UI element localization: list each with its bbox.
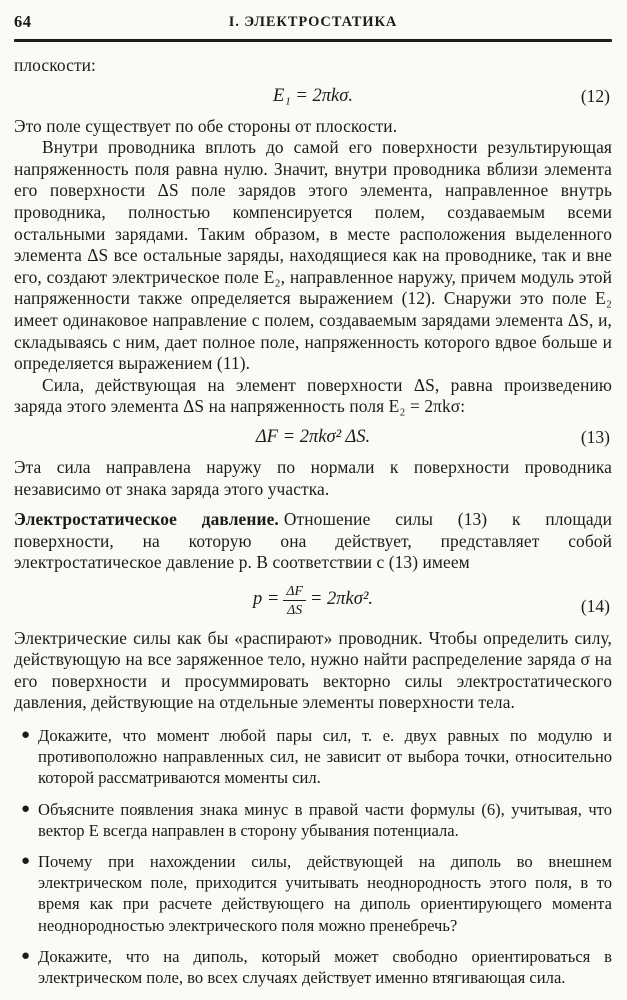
problem-text: Почему при нахождении силы, действующей на диполь во внешнем электрическом поле, приходится учитывать неоднородность этого поля, в то время как при расчете действующего на диполь ориентирующего момента неоднородностью электрического поля можно пренебречь? <box>38 851 612 935</box>
header-rule <box>14 39 612 42</box>
running-header <box>14 12 612 33</box>
page-body <box>14 55 612 988</box>
page-number: 64 <box>14 12 32 31</box>
equation-12-formula: E₁ = 2πkσ. <box>273 85 353 106</box>
paragraph-force-on-element: Сила, действующая на элемент поверхности ΔS, равна произведению заряда этого элемента ΔS на напряженность поля E₂ = 2πkσ: <box>14 374 612 417</box>
problem-item <box>14 851 612 936</box>
equation-14-lhs: p = <box>252 588 280 609</box>
intro-line: плоскости: <box>14 55 96 75</box>
problem-item <box>14 799 612 841</box>
problem-text: Объясните появления знака минус в правой части формулы (6), учитывая, что вектор E всегда направлен в сторону убывания потенциала. <box>38 799 612 840</box>
paragraph-inside-conductor: Внутри проводника вплоть до самой его поверхности результирующая напряженность поля равна нулю. Значит, внутри проводника вблизи элемента его поверхности ΔS поле зарядов этого элемента, направленное внутрь проводника, полностью компенсируется полем, создаваемым всеми остальными зарядами. Таким образом, в месте расположения выделенного элемента ΔS все остальные заряды, находящиеся как на проводнике, так и вне его, создают электрическое поле E₂, направленное наружу, причем модуль этой напряженности также определяется выражением (12). Снаружи это поле E₂ имеет одинаковое направление с полем, создаваемым зарядами элемента ΔS, и, складываясь с ним, дает полное поле, напряженность которого вдвое больше и определяется выражением (11). <box>14 137 612 374</box>
equation-13-formula: ΔF = 2πkσ² ΔS. <box>255 426 371 447</box>
bullet-icon: ● <box>21 726 31 743</box>
section-heading: Электростатическое давление. <box>14 509 279 530</box>
problem-text: Докажите, что момент любой пары сил, т. е. двух равных по модулю и противоположно направленных сил, не зависит от выбора точки, относительно которой рассматриваются моменты сил. <box>38 725 612 788</box>
equation-14-fraction <box>283 583 306 618</box>
running-title: I. ЭЛЕКТРОСТАТИКА <box>228 14 398 30</box>
problem-item <box>14 946 612 988</box>
bullet-icon: ● <box>21 947 31 964</box>
equation-12 <box>14 84 612 108</box>
paragraph-electric-forces: Электрические силы как бы «распирают» проводник. Чтобы определить силу, действующую на все заряженное тело, нужно найти распределение заряда σ на его поверхности и просуммировать векторно силы электростатического давления, действующие на отдельные элементы поверхности тела. <box>14 627 612 713</box>
equation-14-rhs: = 2πkσ². <box>309 588 374 609</box>
equation-12-number: (12) <box>580 85 610 106</box>
equation-13 <box>14 425 612 449</box>
equation-14-number: (14) <box>580 595 610 616</box>
equation-14-numerator: ΔF <box>283 583 306 601</box>
problem-text: Докажите, что на диполь, который может свободно ориентироваться в электрическом поле, во всех случаях действует именно втягивающая сила. <box>38 946 612 987</box>
bullet-icon: ● <box>21 800 31 817</box>
paragraph-force-direction: Эта сила направлена наружу по нормали к поверхности проводника независимо от знака заряда этого участка. <box>14 456 612 499</box>
equation-13-number: (13) <box>580 426 610 447</box>
problems-list <box>14 725 612 988</box>
paragraph-field-both-sides: Это поле существует по обе стороны от плоскости. <box>14 115 398 136</box>
section-text: Отношение силы (13) к площади поверхности, на которую она действует, представляет собой электростатическое давление p. В соответствии с (13) имеем <box>14 509 613 573</box>
bullet-icon: ● <box>21 852 31 869</box>
equation-14-denominator: ΔS <box>287 601 303 617</box>
section-electrostatic-pressure <box>14 509 612 574</box>
equation-14 <box>14 583 612 618</box>
problem-item <box>14 725 612 789</box>
